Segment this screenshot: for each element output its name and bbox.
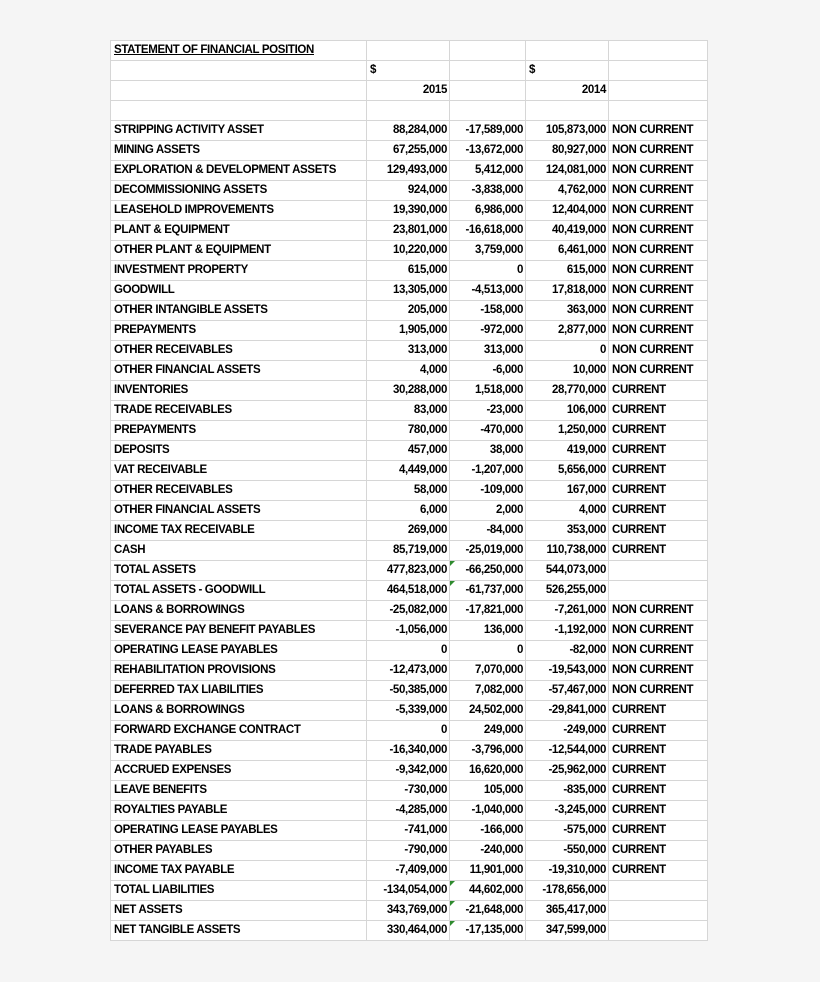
value-2015[interactable]: -25,082,000 — [367, 601, 450, 621]
classification[interactable]: CURRENT — [609, 521, 708, 541]
table-row — [111, 301, 708, 321]
row-label[interactable]: LOANS & BORROWINGS — [111, 701, 367, 721]
value-2014[interactable]: -550,000 — [526, 841, 609, 861]
classification[interactable]: CURRENT — [609, 401, 708, 421]
row-label[interactable]: CASH — [111, 541, 367, 561]
classification[interactable]: NON CURRENT — [609, 301, 708, 321]
change-value[interactable]: 105,000 — [450, 781, 526, 801]
value-2015[interactable]: 58,000 — [367, 481, 450, 501]
value-2015[interactable]: 88,284,000 — [367, 121, 450, 141]
table-row — [111, 761, 708, 781]
change-value[interactable]: 136,000 — [450, 621, 526, 641]
value-2014[interactable]: 80,927,000 — [526, 141, 609, 161]
classification[interactable] — [609, 921, 708, 941]
change-value[interactable]: -16,618,000 — [450, 221, 526, 241]
value-2014[interactable]: 353,000 — [526, 521, 609, 541]
row-label[interactable]: PLANT & EQUIPMENT — [111, 221, 367, 241]
row-label[interactable]: EXPLORATION & DEVELOPMENT ASSETS — [111, 161, 367, 181]
change-value[interactable]: -13,672,000 — [450, 141, 526, 161]
value-2014[interactable]: -249,000 — [526, 721, 609, 741]
change-value[interactable]: -21,648,000 — [450, 901, 526, 921]
row-label[interactable]: OTHER FINANCIAL ASSETS — [111, 501, 367, 521]
financial-position-table — [110, 40, 708, 941]
value-2014[interactable]: 40,419,000 — [526, 221, 609, 241]
table-row — [111, 581, 708, 601]
table-row — [111, 521, 708, 541]
change-value[interactable]: 44,602,000 — [450, 881, 526, 901]
classification[interactable]: CURRENT — [609, 701, 708, 721]
change-value[interactable]: -66,250,000 — [450, 561, 526, 581]
value-2015[interactable]: 67,255,000 — [367, 141, 450, 161]
row-label[interactable]: INVENTORIES — [111, 381, 367, 401]
value-2014[interactable]: -178,656,000 — [526, 881, 609, 901]
table-row — [111, 401, 708, 421]
classification[interactable]: CURRENT — [609, 821, 708, 841]
value-2015[interactable]: 23,801,000 — [367, 221, 450, 241]
classification[interactable]: CURRENT — [609, 421, 708, 441]
value-2015[interactable]: 615,000 — [367, 261, 450, 281]
row-label[interactable]: REHABILITATION PROVISIONS — [111, 661, 367, 681]
change-value[interactable]: -240,000 — [450, 841, 526, 861]
classification[interactable]: CURRENT — [609, 721, 708, 741]
table-row — [111, 441, 708, 461]
row-label[interactable]: NET TANGIBLE ASSETS — [111, 921, 367, 941]
value-2015[interactable]: -730,000 — [367, 781, 450, 801]
row-label[interactable]: DECOMMISSIONING ASSETS — [111, 181, 367, 201]
spreadsheet — [110, 40, 707, 941]
empty-cell[interactable] — [526, 41, 609, 61]
table-row — [111, 481, 708, 501]
value-2015[interactable]: 330,464,000 — [367, 921, 450, 941]
row-label[interactable]: INVESTMENT PROPERTY — [111, 261, 367, 281]
classification[interactable]: NON CURRENT — [609, 601, 708, 621]
value-2015[interactable]: -790,000 — [367, 841, 450, 861]
table-row — [111, 921, 708, 941]
value-2015[interactable]: 10,220,000 — [367, 241, 450, 261]
table-row — [111, 161, 708, 181]
table-row — [111, 701, 708, 721]
value-2015[interactable]: 1,905,000 — [367, 321, 450, 341]
statement-title[interactable]: STATEMENT OF FINANCIAL POSITION — [111, 41, 367, 61]
value-2014[interactable]: 17,818,000 — [526, 281, 609, 301]
value-2014[interactable]: 526,255,000 — [526, 581, 609, 601]
classification[interactable]: NON CURRENT — [609, 681, 708, 701]
value-2015[interactable]: 477,823,000 — [367, 561, 450, 581]
title-row — [111, 41, 708, 61]
table-row — [111, 121, 708, 141]
table-row — [111, 381, 708, 401]
row-label[interactable]: INCOME TAX RECEIVABLE — [111, 521, 367, 541]
table-row — [111, 221, 708, 241]
value-2015[interactable]: 4,449,000 — [367, 461, 450, 481]
change-value[interactable]: -23,000 — [450, 401, 526, 421]
row-label[interactable]: FORWARD EXCHANGE CONTRACT — [111, 721, 367, 741]
change-value[interactable]: -17,589,000 — [450, 121, 526, 141]
classification[interactable]: CURRENT — [609, 801, 708, 821]
change-value[interactable]: 0 — [450, 641, 526, 661]
table-row — [111, 741, 708, 761]
change-value[interactable]: -158,000 — [450, 301, 526, 321]
value-2015[interactable]: 83,000 — [367, 401, 450, 421]
value-2014[interactable]: 615,000 — [526, 261, 609, 281]
row-label[interactable]: INCOME TAX PAYABLE — [111, 861, 367, 881]
change-value[interactable]: 0 — [450, 261, 526, 281]
change-value[interactable]: -25,019,000 — [450, 541, 526, 561]
table-row — [111, 641, 708, 661]
classification[interactable]: CURRENT — [609, 861, 708, 881]
classification[interactable] — [609, 901, 708, 921]
year-header-row — [111, 81, 708, 101]
change-value[interactable]: -61,737,000 — [450, 581, 526, 601]
table-row — [111, 601, 708, 621]
classification[interactable]: NON CURRENT — [609, 341, 708, 361]
table-row — [111, 321, 708, 341]
row-label[interactable]: TRADE RECEIVABLES — [111, 401, 367, 421]
value-2014[interactable]: -12,544,000 — [526, 741, 609, 761]
table-row — [111, 841, 708, 861]
change-value[interactable]: 7,070,000 — [450, 661, 526, 681]
value-2014[interactable]: -29,841,000 — [526, 701, 609, 721]
value-2014[interactable]: -57,467,000 — [526, 681, 609, 701]
table-row — [111, 781, 708, 801]
value-2015[interactable]: 313,000 — [367, 341, 450, 361]
value-2014[interactable]: -3,245,000 — [526, 801, 609, 821]
classification[interactable]: NON CURRENT — [609, 361, 708, 381]
value-2014[interactable]: -575,000 — [526, 821, 609, 841]
change-value[interactable]: 11,901,000 — [450, 861, 526, 881]
empty-cell[interactable] — [450, 101, 526, 121]
change-value[interactable]: 16,620,000 — [450, 761, 526, 781]
change-value[interactable]: -6,000 — [450, 361, 526, 381]
value-2014[interactable]: 28,770,000 — [526, 381, 609, 401]
table-row — [111, 281, 708, 301]
classification[interactable]: CURRENT — [609, 381, 708, 401]
classification[interactable]: NON CURRENT — [609, 661, 708, 681]
change-value[interactable]: -109,000 — [450, 481, 526, 501]
value-2015[interactable]: 205,000 — [367, 301, 450, 321]
table-row — [111, 661, 708, 681]
change-value[interactable]: 2,000 — [450, 501, 526, 521]
table-row — [111, 241, 708, 261]
classification[interactable]: CURRENT — [609, 461, 708, 481]
value-2015[interactable]: 0 — [367, 641, 450, 661]
currency-symbol-2014[interactable]: $ — [526, 61, 609, 81]
row-label[interactable]: OTHER PLANT & EQUIPMENT — [111, 241, 367, 261]
row-label[interactable]: TOTAL ASSETS — [111, 561, 367, 581]
classification[interactable]: NON CURRENT — [609, 201, 708, 221]
value-2015[interactable]: -5,339,000 — [367, 701, 450, 721]
currency-symbol-2015[interactable]: $ — [367, 61, 450, 81]
change-value[interactable]: -4,513,000 — [450, 281, 526, 301]
table-row — [111, 861, 708, 881]
classification[interactable]: NON CURRENT — [609, 161, 708, 181]
classification[interactable]: NON CURRENT — [609, 621, 708, 641]
row-label[interactable]: PREPAYMENTS — [111, 421, 367, 441]
classification[interactable]: CURRENT — [609, 541, 708, 561]
value-2015[interactable]: -741,000 — [367, 821, 450, 841]
change-value[interactable]: -3,838,000 — [450, 181, 526, 201]
classification[interactable] — [609, 561, 708, 581]
value-2014[interactable]: 10,000 — [526, 361, 609, 381]
classification[interactable]: NON CURRENT — [609, 641, 708, 661]
classification[interactable]: CURRENT — [609, 501, 708, 521]
change-value[interactable]: -3,796,000 — [450, 741, 526, 761]
classification[interactable]: CURRENT — [609, 441, 708, 461]
value-2015[interactable]: 129,493,000 — [367, 161, 450, 181]
table-row — [111, 561, 708, 581]
classification[interactable]: CURRENT — [609, 781, 708, 801]
change-value[interactable]: 5,412,000 — [450, 161, 526, 181]
value-2015[interactable]: 4,000 — [367, 361, 450, 381]
value-2015[interactable]: -1,056,000 — [367, 621, 450, 641]
row-label[interactable]: OTHER RECEIVABLES — [111, 341, 367, 361]
classification[interactable]: NON CURRENT — [609, 261, 708, 281]
row-label[interactable]: PREPAYMENTS — [111, 321, 367, 341]
value-2015[interactable]: -9,342,000 — [367, 761, 450, 781]
table-row — [111, 621, 708, 641]
table-row — [111, 141, 708, 161]
value-2015[interactable]: -50,385,000 — [367, 681, 450, 701]
empty-cell[interactable] — [609, 41, 708, 61]
row-label[interactable]: TRADE PAYABLES — [111, 741, 367, 761]
classification[interactable]: CURRENT — [609, 481, 708, 501]
row-label[interactable]: ROYALTIES PAYABLE — [111, 801, 367, 821]
value-2014[interactable]: 167,000 — [526, 481, 609, 501]
change-value[interactable]: 249,000 — [450, 721, 526, 741]
value-2014[interactable]: 365,417,000 — [526, 901, 609, 921]
change-value[interactable]: -17,821,000 — [450, 601, 526, 621]
empty-cell[interactable] — [450, 61, 526, 81]
value-2015[interactable]: -12,473,000 — [367, 661, 450, 681]
value-2015[interactable]: 0 — [367, 721, 450, 741]
change-value[interactable]: 313,000 — [450, 341, 526, 361]
classification[interactable]: CURRENT — [609, 741, 708, 761]
value-2015[interactable]: -16,340,000 — [367, 741, 450, 761]
table-row — [111, 541, 708, 561]
value-2014[interactable]: -835,000 — [526, 781, 609, 801]
empty-cell[interactable] — [609, 61, 708, 81]
value-2015[interactable]: -4,285,000 — [367, 801, 450, 821]
value-2015[interactable]: 19,390,000 — [367, 201, 450, 221]
value-2014[interactable]: -1,192,000 — [526, 621, 609, 641]
value-2014[interactable]: 0 — [526, 341, 609, 361]
value-2015[interactable]: 457,000 — [367, 441, 450, 461]
empty-cell[interactable] — [111, 81, 367, 101]
change-value[interactable]: 7,082,000 — [450, 681, 526, 701]
value-2015[interactable]: 30,288,000 — [367, 381, 450, 401]
table-row — [111, 881, 708, 901]
value-2014[interactable]: 5,656,000 — [526, 461, 609, 481]
classification[interactable]: NON CURRENT — [609, 221, 708, 241]
table-row — [111, 201, 708, 221]
table-row — [111, 721, 708, 741]
year-2014-header[interactable]: 2014 — [526, 81, 609, 101]
table-row — [111, 801, 708, 821]
table-row — [111, 341, 708, 361]
row-label[interactable]: OTHER INTANGIBLE ASSETS — [111, 301, 367, 321]
table-row — [111, 421, 708, 441]
value-2014[interactable]: 347,599,000 — [526, 921, 609, 941]
change-value[interactable]: 6,986,000 — [450, 201, 526, 221]
table-row — [111, 901, 708, 921]
value-2014[interactable]: 544,073,000 — [526, 561, 609, 581]
value-2015[interactable]: 343,769,000 — [367, 901, 450, 921]
value-2015[interactable]: 780,000 — [367, 421, 450, 441]
value-2014[interactable]: -25,962,000 — [526, 761, 609, 781]
value-2014[interactable]: 110,738,000 — [526, 541, 609, 561]
empty-cell[interactable] — [609, 81, 708, 101]
change-value[interactable]: 3,759,000 — [450, 241, 526, 261]
change-value[interactable]: 1,518,000 — [450, 381, 526, 401]
classification[interactable]: NON CURRENT — [609, 181, 708, 201]
table-row — [111, 181, 708, 201]
row-label[interactable]: OPERATING LEASE PAYABLES — [111, 641, 367, 661]
classification[interactable]: CURRENT — [609, 841, 708, 861]
classification[interactable]: NON CURRENT — [609, 121, 708, 141]
empty-cell[interactable] — [367, 101, 450, 121]
classification[interactable]: NON CURRENT — [609, 281, 708, 301]
row-label[interactable]: ACCRUED EXPENSES — [111, 761, 367, 781]
value-2014[interactable]: 2,877,000 — [526, 321, 609, 341]
empty-cell[interactable] — [111, 101, 367, 121]
row-label[interactable]: LOANS & BORROWINGS — [111, 601, 367, 621]
value-2015[interactable]: 269,000 — [367, 521, 450, 541]
row-label[interactable]: OPERATING LEASE PAYABLES — [111, 821, 367, 841]
value-2014[interactable]: -7,261,000 — [526, 601, 609, 621]
table-row — [111, 361, 708, 381]
value-2014[interactable]: 12,404,000 — [526, 201, 609, 221]
row-label[interactable]: TOTAL ASSETS - GOODWILL — [111, 581, 367, 601]
value-2015[interactable]: 13,305,000 — [367, 281, 450, 301]
blank-row — [111, 101, 708, 121]
row-label[interactable]: OTHER FINANCIAL ASSETS — [111, 361, 367, 381]
value-2014[interactable]: 124,081,000 — [526, 161, 609, 181]
value-2014[interactable]: -19,310,000 — [526, 861, 609, 881]
empty-cell[interactable] — [526, 101, 609, 121]
value-2015[interactable]: -134,054,000 — [367, 881, 450, 901]
change-value[interactable]: -84,000 — [450, 521, 526, 541]
value-2014[interactable]: 105,873,000 — [526, 121, 609, 141]
row-label[interactable]: OTHER PAYABLES — [111, 841, 367, 861]
year-2015-header[interactable]: 2015 — [367, 81, 450, 101]
row-label[interactable]: NET ASSETS — [111, 901, 367, 921]
value-2014[interactable]: -19,543,000 — [526, 661, 609, 681]
value-2014[interactable]: 106,000 — [526, 401, 609, 421]
value-2015[interactable]: 464,518,000 — [367, 581, 450, 601]
change-value[interactable]: 24,502,000 — [450, 701, 526, 721]
change-value[interactable]: 38,000 — [450, 441, 526, 461]
classification[interactable]: NON CURRENT — [609, 141, 708, 161]
empty-cell[interactable] — [367, 41, 450, 61]
value-2014[interactable]: 1,250,000 — [526, 421, 609, 441]
empty-cell[interactable] — [450, 81, 526, 101]
value-2014[interactable]: 4,762,000 — [526, 181, 609, 201]
classification[interactable]: NON CURRENT — [609, 321, 708, 341]
table-row — [111, 261, 708, 281]
row-label[interactable]: STRIPPING ACTIVITY ASSET — [111, 121, 367, 141]
empty-cell[interactable] — [111, 61, 367, 81]
row-label[interactable]: DEFERRED TAX LIABILITIES — [111, 681, 367, 701]
row-label[interactable]: GOODWILL — [111, 281, 367, 301]
value-2014[interactable]: 4,000 — [526, 501, 609, 521]
value-2015[interactable]: -7,409,000 — [367, 861, 450, 881]
change-value[interactable]: -1,040,000 — [450, 801, 526, 821]
value-2015[interactable]: 85,719,000 — [367, 541, 450, 561]
value-2015[interactable]: 924,000 — [367, 181, 450, 201]
classification[interactable] — [609, 581, 708, 601]
change-value[interactable]: -166,000 — [450, 821, 526, 841]
row-label[interactable]: VAT RECEIVABLE — [111, 461, 367, 481]
change-value[interactable]: -1,207,000 — [450, 461, 526, 481]
value-2014[interactable]: -82,000 — [526, 641, 609, 661]
table-row — [111, 461, 708, 481]
table-row — [111, 681, 708, 701]
classification[interactable]: NON CURRENT — [609, 241, 708, 261]
change-value[interactable]: -470,000 — [450, 421, 526, 441]
value-2014[interactable]: 6,461,000 — [526, 241, 609, 261]
value-2014[interactable]: 363,000 — [526, 301, 609, 321]
row-label[interactable]: DEPOSITS — [111, 441, 367, 461]
table-row — [111, 821, 708, 841]
row-label[interactable]: MINING ASSETS — [111, 141, 367, 161]
row-label[interactable]: LEAVE BENEFITS — [111, 781, 367, 801]
row-label[interactable]: TOTAL LIABILITIES — [111, 881, 367, 901]
empty-cell[interactable] — [450, 41, 526, 61]
table-row — [111, 501, 708, 521]
empty-cell[interactable] — [609, 101, 708, 121]
change-value[interactable]: -972,000 — [450, 321, 526, 341]
classification[interactable] — [609, 881, 708, 901]
value-2014[interactable]: 419,000 — [526, 441, 609, 461]
row-label[interactable]: OTHER RECEIVABLES — [111, 481, 367, 501]
currency-row — [111, 61, 708, 81]
row-label[interactable]: LEASEHOLD IMPROVEMENTS — [111, 201, 367, 221]
value-2015[interactable]: 6,000 — [367, 501, 450, 521]
change-value[interactable]: -17,135,000 — [450, 921, 526, 941]
row-label[interactable]: SEVERANCE PAY BENEFIT PAYABLES — [111, 621, 367, 641]
classification[interactable]: CURRENT — [609, 761, 708, 781]
